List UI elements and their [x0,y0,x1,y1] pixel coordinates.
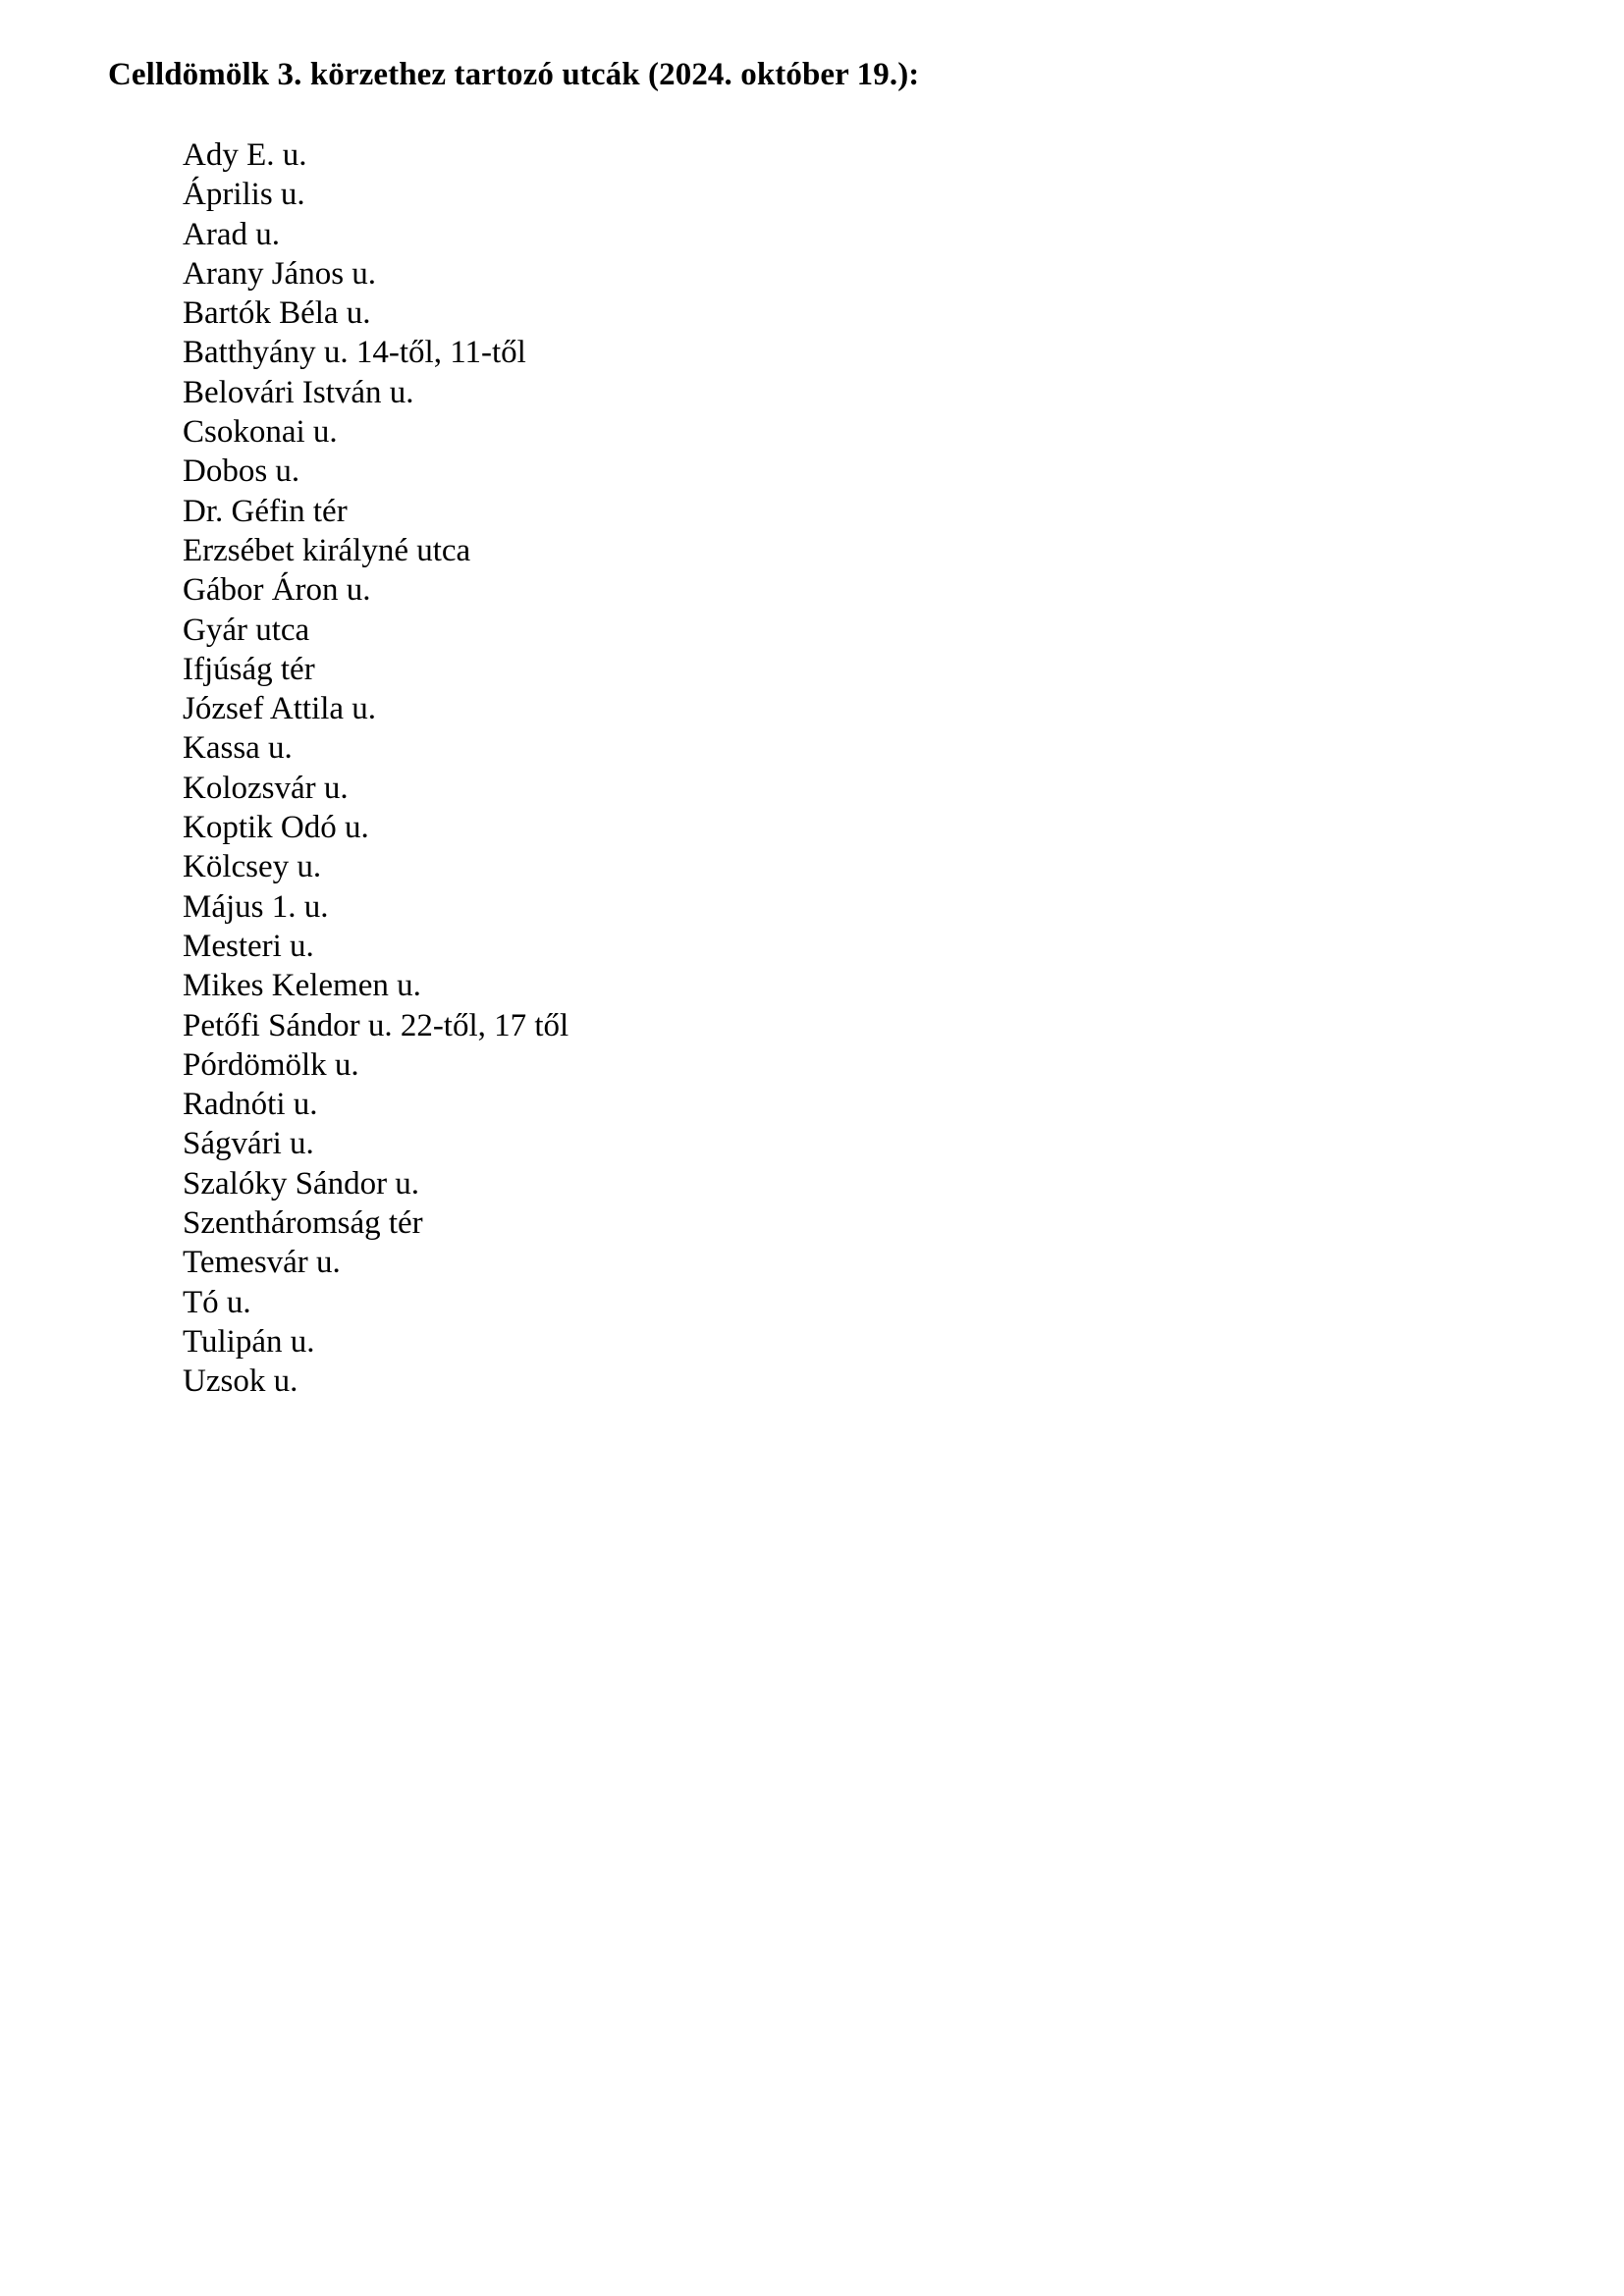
street-list-item: Arany János u. [183,255,377,292]
street-list-item: Gábor Áron u. [183,572,371,609]
street-list-item: Dobos u. [183,454,300,490]
street-list-item: Dr. Géfin tér [183,493,348,529]
street-list [183,135,568,1402]
street-list-item: Április u. [183,177,305,213]
street-list-item: József Attila u. [183,691,377,727]
street-list-item: Tó u. [183,1284,251,1320]
street-list-item: Kassa u. [183,730,293,767]
street-list-item: Ságvári u. [183,1126,314,1162]
street-list-item: Belovári István u. [183,374,414,410]
street-list-item: Tulipán u. [183,1323,315,1360]
street-list-item: Gyár utca [183,612,310,648]
street-list-item: Koptik Odó u. [183,810,369,846]
page-title: Celldömölk 3. körzethez tartozó utcák (2024. október 19.): [108,57,920,92]
street-list-item: Bartók Béla u. [183,295,371,332]
street-list-item: Arad u. [183,216,280,252]
street-list-item: Petőfi Sándor u. 22-től, 17 től [183,1007,569,1043]
street-list-item: Temesvár u. [183,1245,341,1281]
street-list-item: Erzsébet királyné utca [183,532,471,568]
street-list-item: Radnóti u. [183,1087,318,1123]
street-list-item: Május 1. u. [183,888,329,925]
street-list-item: Kölcsey u. [183,849,322,885]
street-list-item: Ady E. u. [183,137,307,173]
street-list-item: Ifjúság tér [183,651,315,687]
street-list-item: Mikes Kelemen u. [183,968,421,1004]
street-list-item: Szalóky Sándor u. [183,1165,420,1201]
street-list-item: Kolozsvár u. [183,770,349,806]
street-list-item: Mesteri u. [183,928,314,964]
street-list-item: Szentháromság tér [183,1205,423,1242]
street-list-item: Uzsok u. [183,1363,298,1400]
street-list-item: Pórdömölk u. [183,1046,359,1083]
street-list-item: Batthyány u. 14-től, 11-től [183,335,526,371]
street-list-item: Csokonai u. [183,414,338,451]
